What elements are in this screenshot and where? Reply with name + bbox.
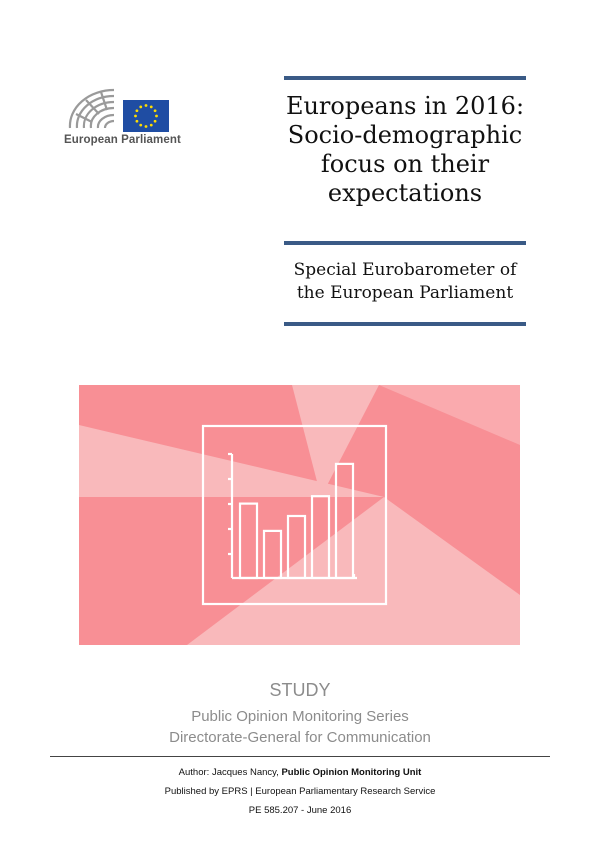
publisher-line: Published by EPRS | European Parliamentary Research Service	[164, 786, 436, 797]
cover-illustration	[79, 385, 520, 645]
study-label: STUDY	[269, 680, 331, 700]
eu-star	[134, 115, 137, 118]
title-line: expectations	[327, 179, 483, 207]
eu-star	[139, 106, 142, 109]
title-line: focus on their	[320, 150, 490, 178]
eu-star	[154, 120, 157, 123]
footer-divider	[50, 756, 550, 757]
title-top-rule	[284, 76, 526, 80]
author-prefix: Author: Jacques Nancy,	[178, 767, 282, 778]
eu-star	[145, 104, 148, 107]
eu-star	[150, 106, 153, 109]
title-line: Socio-demographic	[287, 121, 523, 149]
eu-star	[150, 124, 153, 127]
pe-reference: PE 585.207 - June 2016	[248, 805, 352, 816]
logo-text: European Parliament	[64, 134, 181, 146]
eu-star	[155, 115, 158, 118]
eu-star	[136, 120, 139, 123]
directorate-name: Directorate-General for Communication	[169, 729, 431, 746]
title-line: Europeans in 2016:	[285, 92, 525, 120]
subtitle-line: Special Eurobarometer of	[293, 260, 517, 280]
eu-star	[145, 125, 148, 128]
eu-star	[154, 109, 157, 112]
eu-star	[136, 109, 139, 112]
series-name: Public Opinion Monitoring Series	[191, 708, 409, 725]
author-unit: Public Opinion Monitoring Unit	[281, 767, 422, 778]
subtitle-line: the European Parliament	[296, 283, 514, 303]
series-block	[0, 706, 600, 748]
title-middle-rule	[284, 241, 526, 245]
hemicycle-icon	[70, 90, 114, 128]
title-bottom-rule	[284, 322, 526, 326]
author-line	[0, 767, 600, 778]
page-title	[270, 92, 540, 208]
eu-star	[139, 124, 142, 127]
subtitle	[270, 259, 540, 305]
